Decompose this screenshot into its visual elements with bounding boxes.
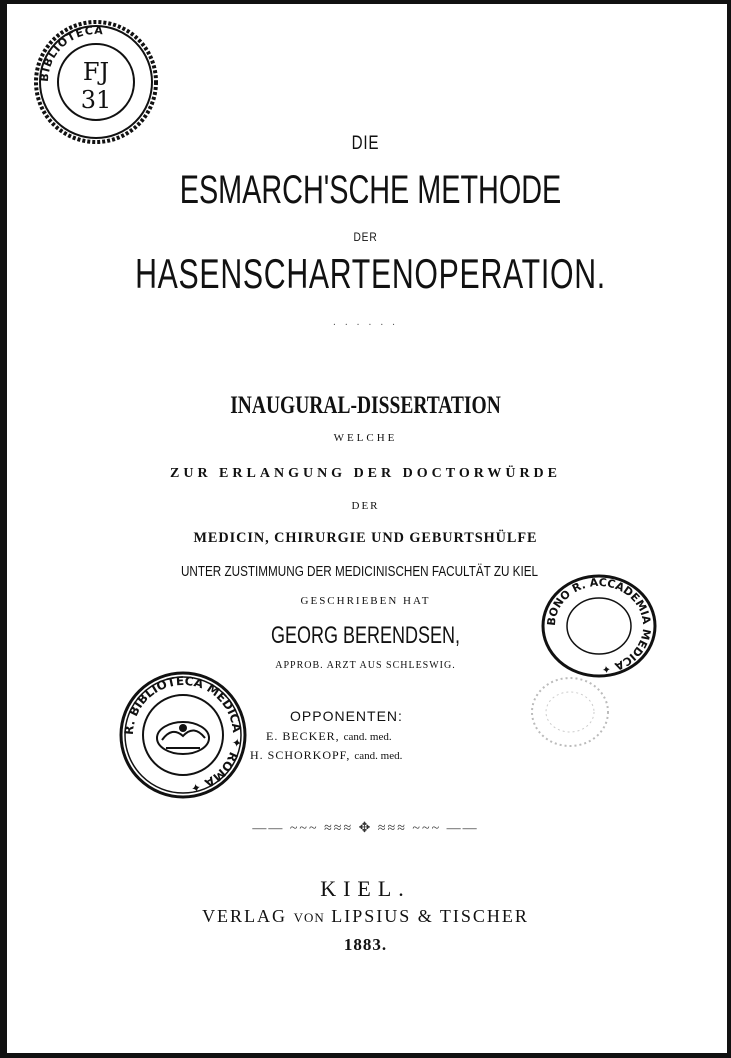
publisher-name: LIPSIUS & TISCHER <box>331 906 529 926</box>
faculties-line: MEDICIN, CHIRURGIE UND GEBURTSHÜLFE <box>193 530 538 546</box>
opponent-role: cand. med. <box>343 731 392 743</box>
stamp-ring-text: BONO R. ACCADEMIA MEDICA ✦ <box>544 575 654 677</box>
opponent-line <box>250 748 402 763</box>
opponent-name: E. BECKER, <box>266 729 340 743</box>
scan-border-top <box>0 0 731 4</box>
divider-dots: · · · · · · <box>332 320 399 331</box>
title-der: DER <box>353 230 378 244</box>
author-name: GEORG BERENDSEN, <box>270 622 461 649</box>
dissertation-heading: INAUGURAL-DISSERTATION <box>230 392 501 419</box>
subject-title: HASENSCHARTENOPERATION. <box>135 250 606 297</box>
publisher-prefix: VERLAG <box>202 906 288 926</box>
ornamental-rule: —— ~~~ ≈≈≈ ✥ ≈≈≈ ~~~ —— <box>252 821 479 836</box>
welche-line: WELCHE <box>333 432 398 444</box>
library-stamp-top <box>32 18 160 146</box>
stamp-ring-text: BIBLIOTECA <box>37 23 105 83</box>
stamp-shelfmark-2: 31 <box>80 86 112 114</box>
scan-border-bottom <box>0 1053 731 1058</box>
publisher-line <box>0 906 731 927</box>
der-line: DER <box>351 500 380 512</box>
opponents-heading: OPPONENTEN: <box>290 708 403 724</box>
author-role: APPROB. ARZT AUS SCHLESWIG. <box>275 660 456 671</box>
main-title: ESMARCH'SCHE METHODE <box>179 168 562 212</box>
written-by-line: GESCHRIEBEN HAT <box>300 595 431 607</box>
opponent-role: cand. med. <box>354 750 403 762</box>
stamp-emblem <box>157 722 209 754</box>
academy-stamp-right <box>536 568 662 678</box>
faint-stamp <box>525 672 615 752</box>
publication-year: 1883. <box>343 935 388 954</box>
stamp-ring-text: R. BIBLIOTECA MEDICA ✦ ROMA ✦ <box>121 673 245 796</box>
opponent-line <box>266 729 392 744</box>
title-die: DIE <box>351 133 380 154</box>
publication-city: KIEL. <box>320 876 411 901</box>
consent-line: UNTER ZUSTIMMUNG DER MEDICINISCHEN FACULTÄT ZU KIEL <box>180 563 539 580</box>
library-stamp-left <box>118 670 248 800</box>
publisher-von: VON <box>293 910 325 925</box>
opponent-name: H. SCHORKOPF, <box>250 748 351 762</box>
purpose-line: ZUR ERLANGUNG DER DOCTORWÜRDE <box>170 466 561 481</box>
stamp-shelfmark-1: FJ <box>82 58 110 86</box>
